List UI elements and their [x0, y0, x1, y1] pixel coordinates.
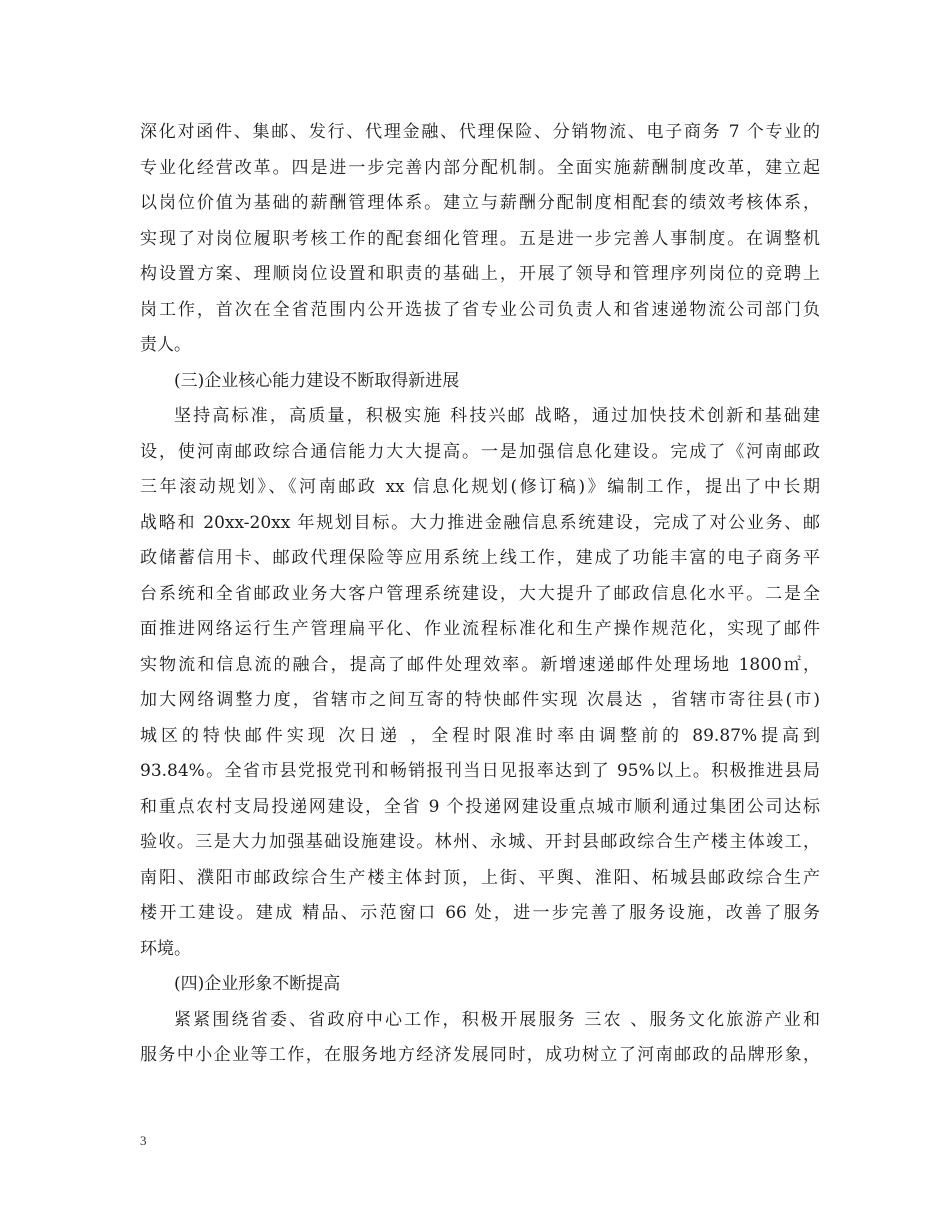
text-line: 楼开工建设。建成 精品、示范窗口 66 处，进一步完善了服务设施，改善了服务 — [140, 903, 820, 923]
text-line: 验收。三是大力加强基础设施建设。林州、永城、开封县邮政综合生产楼主体竣工， — [140, 832, 820, 852]
text-line: 坚持高标准，高质量，积极实施 科技兴邮 战略，通过加快技术创新和基础建 — [174, 406, 820, 426]
page-number: 3 — [140, 1133, 147, 1148]
text-line: 台系统和全省邮政业务大客户管理系统建设，大大提升了邮政信息化水平。二是全 — [140, 583, 820, 604]
text-line: 服务中小企业等工作，在服务地方经济发展同时，成功树立了河南邮政的品牌形象， — [140, 1045, 820, 1065]
text-line: 实物流和信息流的融合，提高了邮件处理效率。新增速递邮件处理场地 1800㎡， — [140, 654, 820, 675]
text-line: 城区的特快邮件实现 次日递 ，全程时限准时率由调整前的 89.87%提高到 — [140, 725, 820, 746]
text-line: 南阳、濮阳市邮政综合生产楼主体封顶，上街、平舆、淮阳、柘城县邮政综合生产 — [140, 867, 820, 888]
text-line: 93.84%。全省市县党报党刊和畅销报刊当日见报率达到了 95%以上。积极推进县局 — [140, 761, 820, 781]
text-line: 设，使河南邮政综合通信能力大大提高。一是加强信息化建设。完成了《河南邮政 — [140, 441, 820, 462]
section-heading: (四)企业形象不断提高 — [174, 974, 341, 994]
text-line: 加大网络调整力度，省辖市之间互寄的特快邮件实现 次晨达 ，省辖市寄往县(市) — [140, 690, 820, 710]
text-line: 面推进网络运行生产管理扁平化、作业流程标准化和生产操作规范化，实现了邮件 — [140, 619, 820, 639]
text-line: 实现了对岗位履职考核工作的配套细化管理。五是进一步完善人事制度。在调整机 — [140, 228, 820, 249]
body-text — [140, 115, 820, 1074]
text-line: 三年滚动规划》、《河南邮政 xx 信息化规划(修订稿)》编制工作，提出了中长期 — [140, 477, 820, 497]
text-line: 和重点农村支局投递网建设，全省 9 个投递网建设重点城市顺利通过集团公司达标 — [140, 796, 820, 817]
text-line: 战略和 20xx-20xx 年规划目标。大力推进金融信息系统建设，完成了对公业务、邮 — [140, 512, 820, 533]
text-line: 深化对函件、集邮、发行、代理金融、代理保险、分销物流、电子商务 7 个专业的 — [140, 122, 820, 142]
text-line: 专业化经营改革。四是进一步完善内部分配机制。全面实施薪酬制度改革，建立起 — [140, 157, 820, 178]
section-heading: (三)企业核心能力建设不断取得新进展 — [174, 370, 460, 391]
text-line: 环境。 — [140, 938, 191, 959]
text-line: 岗工作，首次在全省范围内公开选拔了省专业公司负责人和省速递物流公司部门负 — [140, 299, 820, 320]
text-line: 以岗位价值为基础的薪酬管理体系。建立与薪酬分配制度相配套的绩效考核体系， — [140, 193, 820, 213]
text-line: 紧紧围绕省委、省政府中心工作，积极开展服务 三农 、服务文化旅游产业和 — [174, 1009, 820, 1030]
text-line: 政储蓄信用卡、邮政代理保险等应用系统上线工作，建成了功能丰富的电子商务平 — [140, 548, 820, 568]
text-line: 构设置方案、理顺岗位设置和职责的基础上，开展了领导和管理序列岗位的竞聘上 — [140, 264, 820, 284]
text-line: 责人。 — [140, 335, 191, 355]
